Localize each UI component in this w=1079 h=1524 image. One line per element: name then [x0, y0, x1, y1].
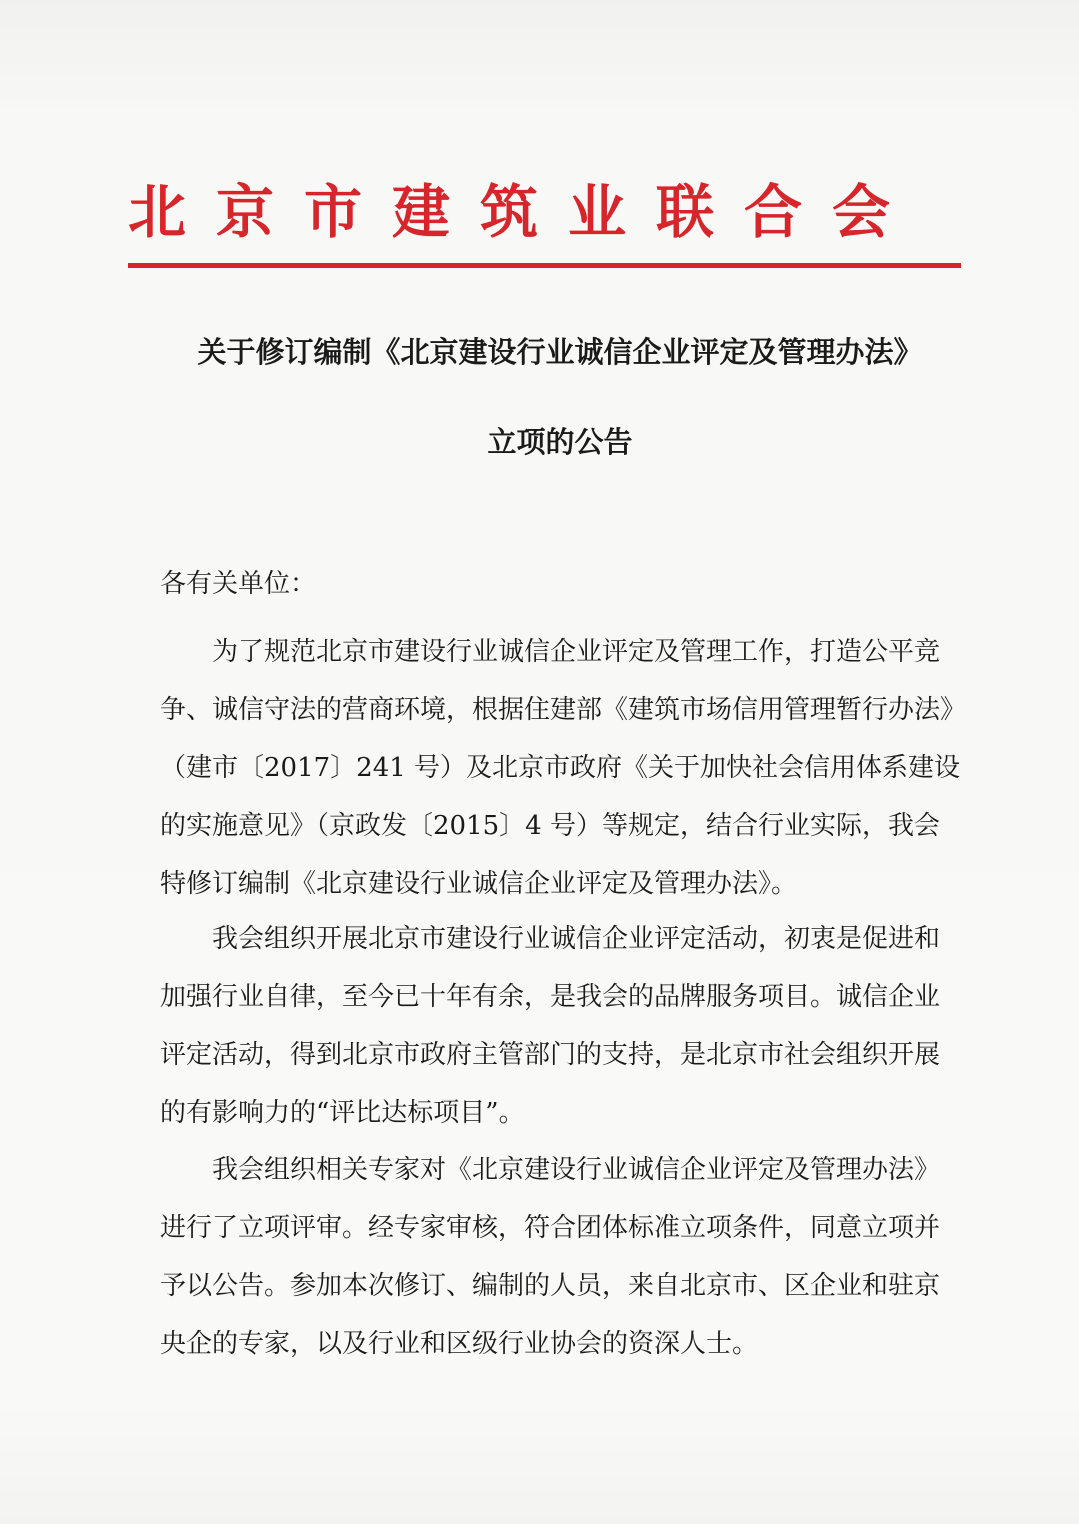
paragraph-line: 特修订编制《北京建设行业诚信企业评定及管理办法》。 [160, 869, 798, 899]
paragraph-line: 的实施意见》（京政发〔2015〕4 号）等规定，结合行业实际，我会 [160, 811, 940, 841]
body-paragraph-2 [160, 910, 940, 1142]
paragraph-line: 的有影响力的“评比达标项目”。 [160, 1098, 525, 1128]
paragraph-line: 我会组织相关专家对《北京建设行业诚信企业评定及管理办法》 [212, 1155, 941, 1185]
salutation: 各有关单位： [160, 569, 317, 599]
body-paragraph-1 [160, 623, 967, 913]
paragraph-line: 加强行业自律，至今已十年有余，是我会的品牌服务项目。诚信企业 [160, 982, 941, 1012]
paragraph-line: 争、诚信守法的营商环境，根据住建部《建筑市场信用管理暂行办法》 [160, 695, 967, 725]
paragraph-line: （建市〔2017〕241 号）及北京市政府《关于加快社会信用体系建设 [160, 753, 961, 783]
paragraph-line: 为了规范北京市建设行业诚信企业评定及管理工作，打造公平竞 [212, 637, 941, 667]
paragraph-line: 评定活动，得到北京市政府主管部门的支持，是北京市社会组织开展 [160, 1040, 941, 1070]
paragraph-line: 央企的专家，以及行业和区级行业协会的资深人士。 [160, 1329, 759, 1359]
letterhead-org-name: 北京市建筑业联合会 [128, 178, 921, 246]
notice-title-line-2: 立项的公告 [487, 425, 633, 459]
letterhead-divider-rule [128, 263, 961, 268]
paragraph-line: 我会组织开展北京市建设行业诚信企业评定活动，初衷是促进和 [212, 924, 941, 954]
notice-title-line-1: 关于修订编制《北京建设行业诚信企业评定及管理办法》 [197, 335, 923, 369]
paragraph-line: 予以公告。参加本次修订、编制的人员，来自北京市、区企业和驻京 [160, 1271, 941, 1301]
body-paragraph-3 [160, 1141, 940, 1373]
paragraph-line: 进行了立项评审。经专家审核，符合团体标准立项条件，同意立项并 [160, 1213, 941, 1243]
